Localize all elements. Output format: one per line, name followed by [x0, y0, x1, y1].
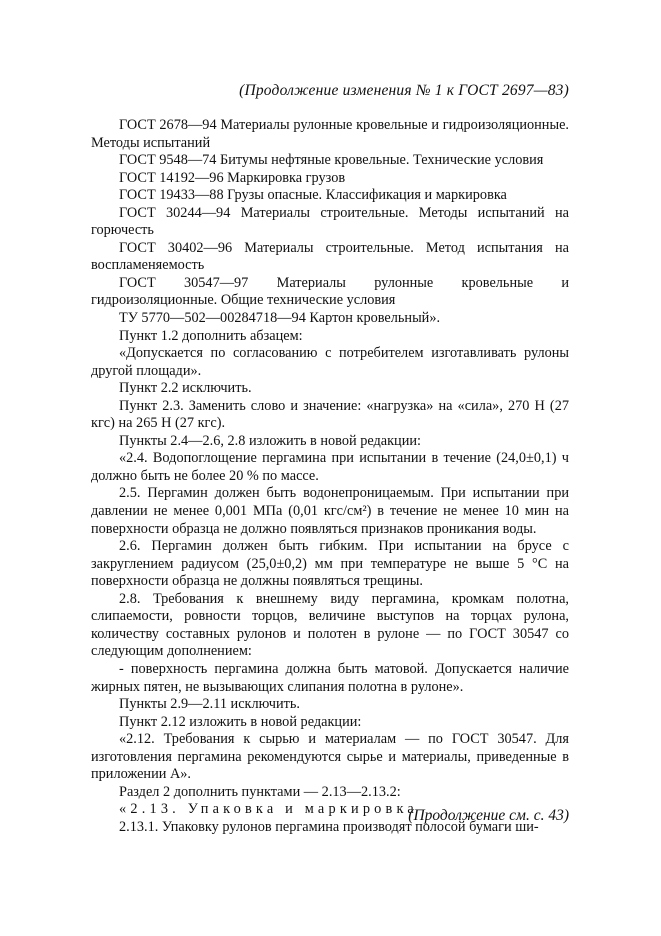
paragraph-matte-surface: - поверхность пергамина должна быть матовой. Допускается наличие жирных пятен, не вызывающих слипания полотна в рулоне». [91, 660, 569, 695]
paragraph-gost-9548: ГОСТ 9548—74 Битумы нефтяные кровельные. Технические условия [119, 152, 544, 169]
paragraph-gost-14192: ГОСТ 14192—96 Маркировка грузов [119, 169, 346, 186]
paragraph-2-6-flexibility: 2.6. Пергамин должен быть гибким. При испытании на брусе с закруглением радиусом (25,0±0,2) мм при температуре не выше 5 °С на поверхности образца не должны появляться трещины. [91, 538, 569, 590]
paragraph-quote-rolls: «Допускается по согласованию с потребителем изготавливать рулоны другой площади». [91, 345, 569, 379]
paragraph-2-8-appearance: 2.8. Требования к внешнему виду пергамина, кромкам полотна, слипаемости, ровности торцов, величине выступов на торцах рулона, количеству составных рулонов и полотен в рулоне — по ГОСТ 30547 со следующим дополнением: [91, 590, 569, 660]
paragraph-2-4-water-absorption: «2.4. Водопоглощение пергамина при испытании в течение (24,0±0,1) ч должно быть не более 20 % по массе. [91, 450, 569, 484]
paragraph-item-1-2: Пункт 1.2 дополнить абзацем: [119, 327, 303, 344]
paragraph-2-13-heading: «2.13. Упаковка и маркировка [119, 801, 418, 818]
paragraph-item-2-3: Пункт 2.3. Заменить слово и значение: «нагрузка» на «сила», 270 Н (27 кгс) на 265 Н (27 кгс). [91, 397, 569, 432]
paragraph-gost-30244: ГОСТ 30244—94 Материалы строительные. Методы испытаний на горючесть [91, 204, 569, 239]
paragraph-gost-2678: ГОСТ 2678—94 Материалы рулонные кровельные и гидроизоляционные. Методы испытаний [91, 117, 569, 151]
paragraph-2-12-materials: «2.12. Требования к сырью и материалам — по ГОСТ 30547. Для изготовления пергамина рекомендуются сырье и материалы, приведенные в приложении А». [91, 731, 569, 783]
paragraph-section-2: Раздел 2 дополнить пунктами — 2.13—2.13.2: [119, 783, 401, 800]
document-body [91, 117, 569, 836]
paragraph-item-2-2: Пункт 2.2 исключить. [119, 380, 252, 397]
paragraph-item-2-12: Пункт 2.12 изложить в новой редакции: [119, 713, 362, 730]
paragraph-2-5-waterproof: 2.5. Пергамин должен быть водонепроницаемым. При испытании при давлении не менее 0,001 МПа (0,01 кгс/см²) в течение не менее 10 мин на поверхности образца не должно появляться признаков проникания воды. [91, 485, 569, 537]
paragraph-gost-30547: ГОСТ 30547—97 Материалы рулонные кровельные и гидроизоляционные. Общие технические условия [91, 274, 569, 309]
paragraph-2-13-1-packing: 2.13.1. Упаковку рулонов пергамина производят полосой бумаги ши- [119, 818, 539, 835]
paragraph-gost-19433: ГОСТ 19433—88 Грузы опасные. Классификация и маркировка [119, 187, 507, 204]
paragraph-tu-5770: ТУ 5770—502—00284718—94 Картон кровельный». [119, 310, 441, 327]
paragraph-items-2-9-2-11: Пункты 2.9—2.11 исключить. [119, 696, 300, 713]
paragraph-gost-30402: ГОСТ 30402—96 Материалы строительные. Метод испытания на воспламеняемость [91, 239, 569, 274]
paragraph-items-2-4-2-6: Пункты 2.4—2.6, 2.8 изложить в новой редакции: [119, 432, 421, 449]
continuation-footer: (Продолжение см. с. 43) [408, 807, 569, 824]
continuation-header: (Продолжение изменения № 1 к ГОСТ 2697—83) [239, 82, 569, 99]
